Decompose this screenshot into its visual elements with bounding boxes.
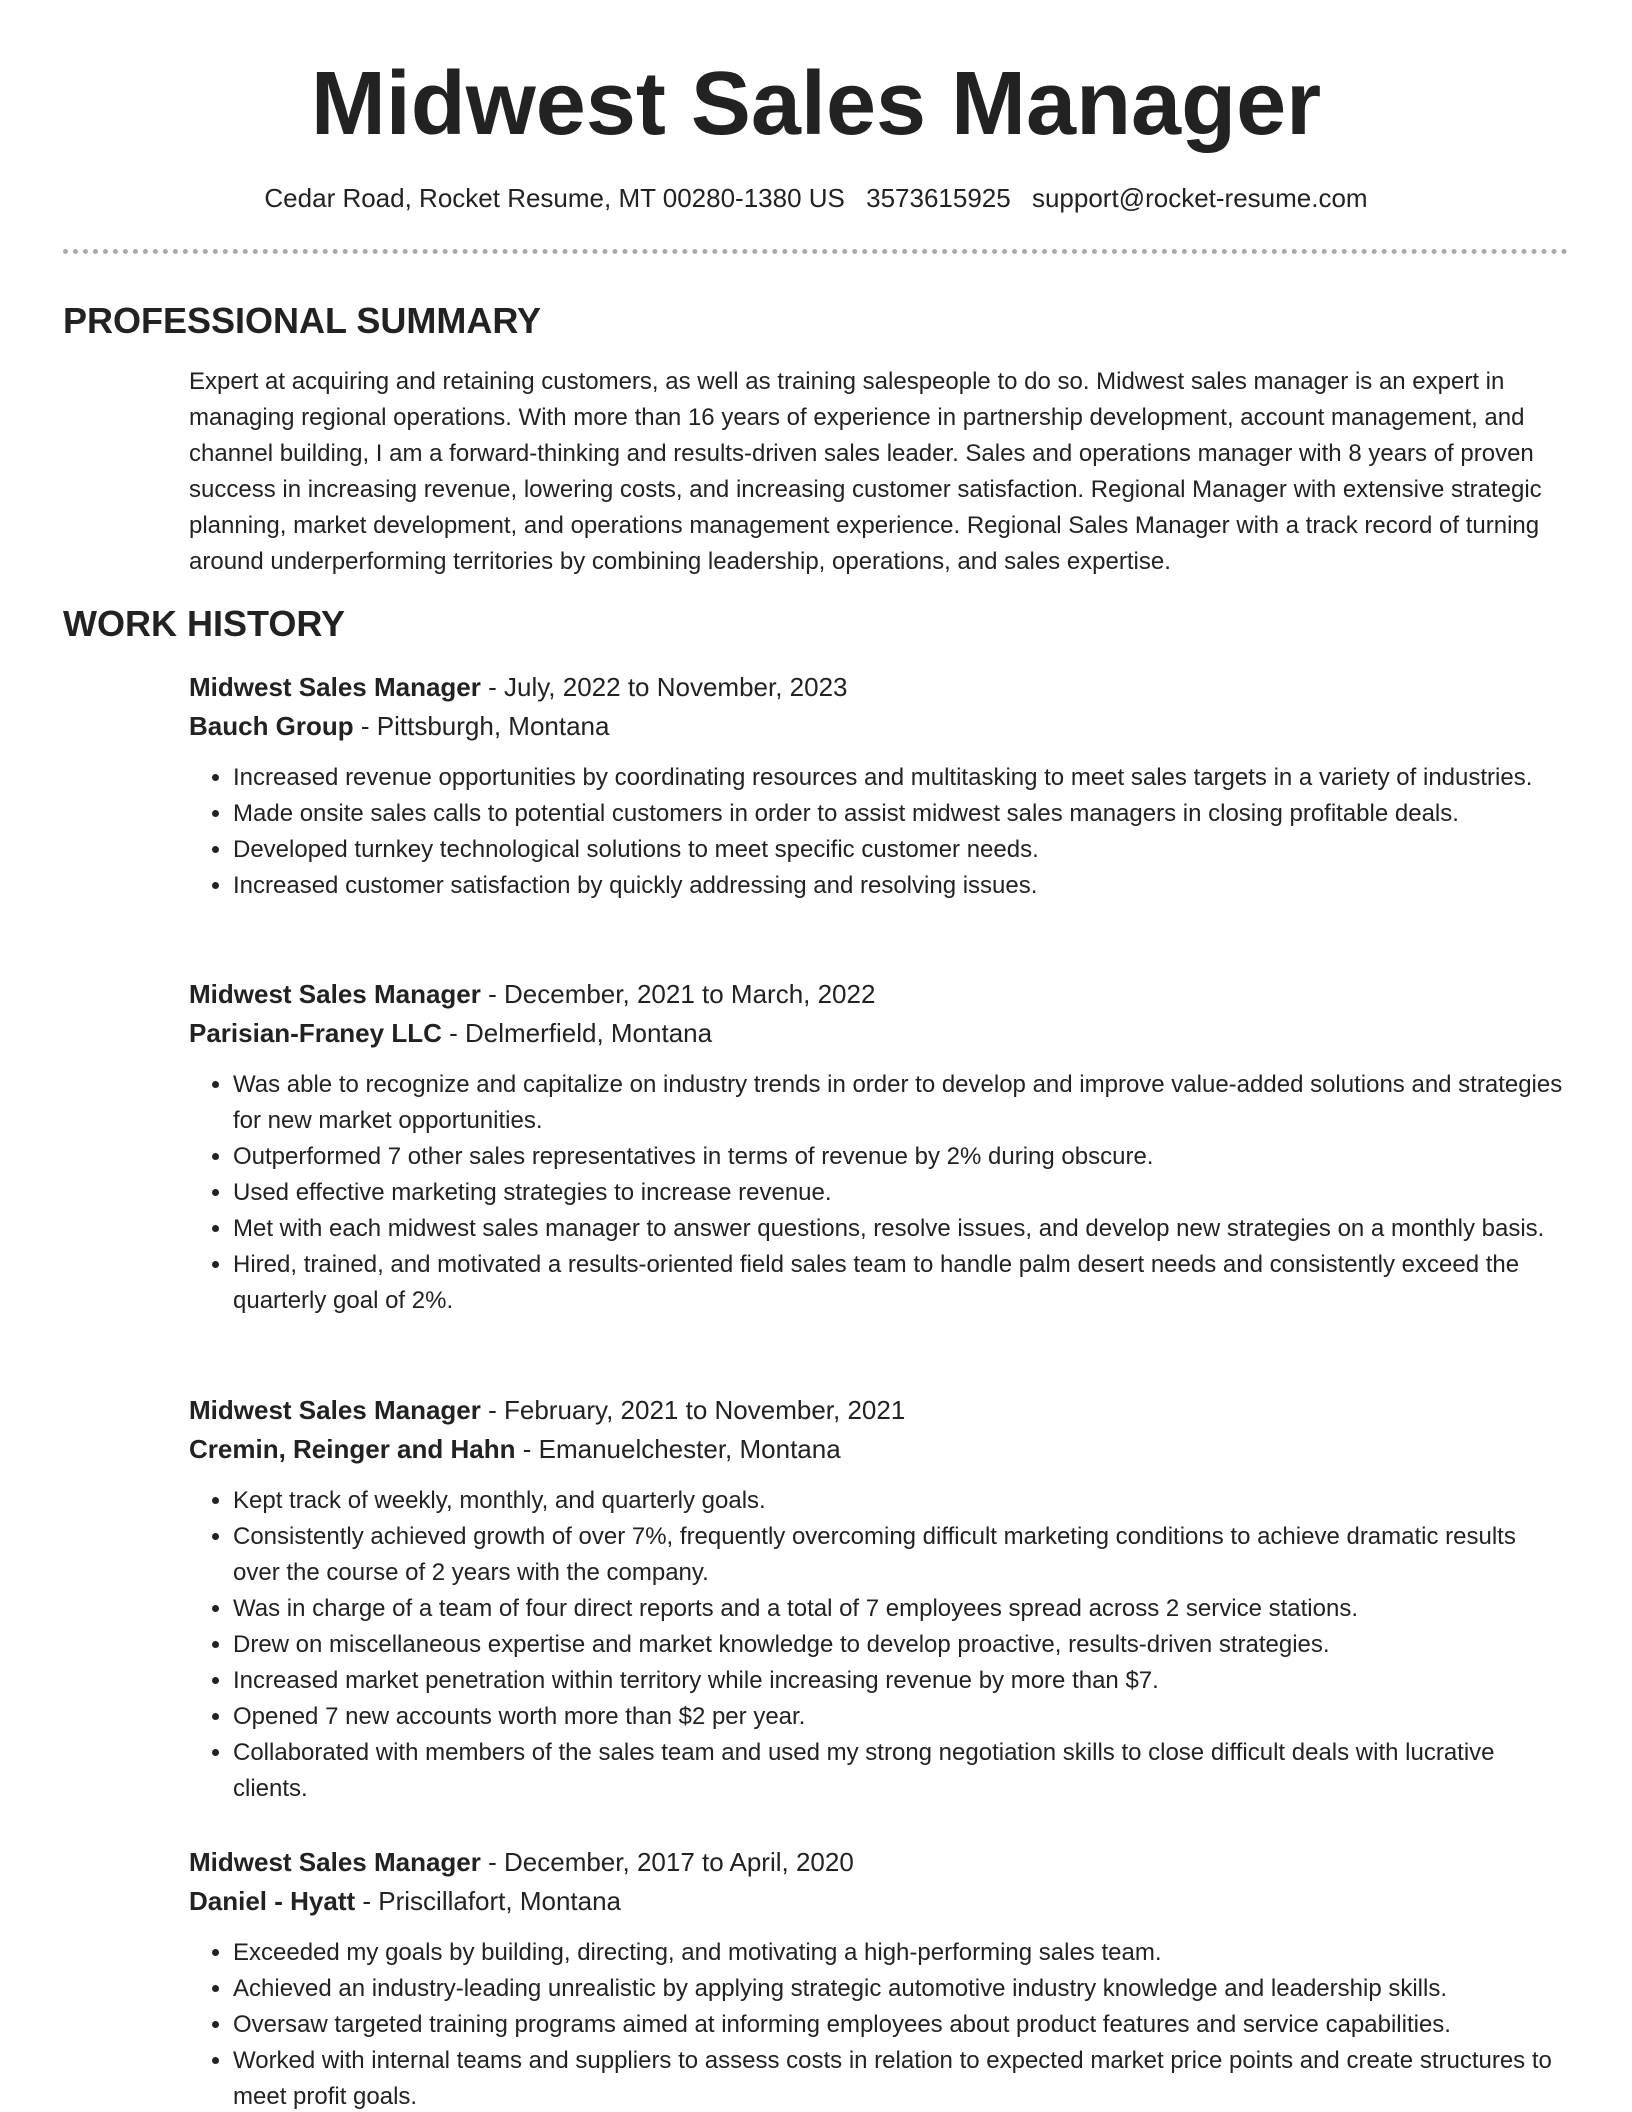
job-dates: - December, 2021 to March, 2022 [480,979,876,1009]
job-dates: - July, 2022 to November, 2023 [480,672,848,702]
contact-address: Cedar Road, Rocket Resume, MT 00280-1380 US [264,183,845,213]
job-company: Parisian-Franey LLC [189,1018,442,1048]
contact-phone: 3573615925 [866,183,1011,213]
job-bullet: • Increased customer satisfaction by quickly addressing and resolving issues. [233,868,1569,904]
job-bullet: • Increased revenue opportunities by coordinating resources and multitasking to meet sales targets in a variety of industries. [233,760,1569,796]
job-company-line [189,1014,1569,1053]
job-location: - Emanuelchester, Montana [515,1434,841,1464]
job-bullet-list [189,760,1569,904]
job-bullet: • Developed turnkey technological solutions to meet specific customer needs. [233,832,1569,868]
job-bullet: • Used effective marketing strategies to increase revenue. [233,1175,1569,1211]
job-location: - Priscillafort, Montana [355,1886,622,1916]
job-entry [189,975,1569,1319]
job-bullet-list [189,1935,1569,2112]
job-bullet: • Exceeded my goals by building, directing, and motivating a high-performing sales team. [233,1935,1569,1971]
job-entry [189,1843,1569,2112]
job-company-line [189,1430,1569,1469]
work-history-heading: WORK HISTORY [63,603,346,644]
resume-title: Midwest Sales Manager [310,54,1322,154]
job-bullet: • Achieved an industry-leading unrealistic by applying strategic automotive industry knowledge and leadership skills. [233,1971,1569,2007]
job-entry [189,668,1569,904]
job-title: Midwest Sales Manager [189,672,481,702]
job-title: Midwest Sales Manager [189,1395,481,1425]
job-dates: - February, 2021 to November, 2021 [480,1395,906,1425]
job-dates: - December, 2017 to April, 2020 [480,1847,854,1877]
contact-email: support@rocket-resume.com [1031,183,1368,213]
job-title: Midwest Sales Manager [189,979,481,1009]
job-bullet: • Worked with internal teams and suppliers to assess costs in relation to expected market price points and create structures to meet profit goals. [233,2043,1569,2112]
job-bullet: • Oversaw targeted training programs aimed at informing employees about product features and service capabilities. [233,2007,1569,2043]
job-bullet-list [189,1067,1569,1319]
job-bullet: • Outperformed 7 other sales representatives in terms of revenue by 2% during obscure. [233,1139,1569,1175]
job-title-line [189,668,1569,707]
job-title-line [189,1391,1569,1430]
summary-text: Expert at acquiring and retaining customers, as well as training salespeople to do so. Midwest sales manager is an expert in managing regional operations. With more than 16 years of experience in partnership development, account management, and channel building, I am a forward-thinking and results-driven sales leader. Sales and operations manager with 8 years of proven success in increasing revenue, lowering costs, and increasing customer satisfaction. Regional Manager with extensive strategic planning, market development, and operations management experience. Regional Sales Manager with a track record of turning around underperforming territories by combining leadership, operations, and sales expertise. [189,368,1542,575]
job-location: - Pittsburgh, Montana [353,711,610,741]
job-bullet: • Collaborated with members of the sales team and used my strong negotiation skills to close difficult deals with lucrative clients. [233,1735,1569,1807]
job-company-line [189,707,1569,746]
job-bullet: • Was able to recognize and capitalize on industry trends in order to develop and improve value-added solutions and strategies for new market opportunities. [233,1067,1569,1139]
job-company: Daniel - Hyatt [189,1886,356,1916]
job-bullet: • Consistently achieved growth of over 7%, frequently overcoming difficult marketing conditions to achieve dramatic results over the course of 2 years with the company. [233,1519,1569,1591]
job-title-line [189,1843,1569,1882]
job-bullet: • Met with each midwest sales manager to answer questions, resolve issues, and develop new strategies on a monthly basis. [233,1211,1569,1247]
job-bullet-list [189,1483,1569,1807]
job-bullet: • Increased market penetration within territory while increasing revenue by more than $7. [233,1663,1569,1699]
header-divider [63,249,1568,254]
job-title: Midwest Sales Manager [189,1847,481,1877]
job-entry [189,1391,1569,1807]
job-location: - Delmerfield, Montana [441,1018,713,1048]
job-company-line [189,1882,1569,1921]
job-bullet: • Opened 7 new accounts worth more than $2 per year. [233,1699,1569,1735]
job-bullet: • Made onsite sales calls to potential customers in order to assist midwest sales managers in closing profitable deals. [233,796,1569,832]
job-bullet: • Hired, trained, and motivated a results-oriented field sales team to handle palm desert needs and consistently exceed the quarterly goal of 2%. [233,1247,1569,1319]
summary-heading: PROFESSIONAL SUMMARY [63,300,542,341]
job-bullet: • Kept track of weekly, monthly, and quarterly goals. [233,1483,1569,1519]
job-bullet: • Drew on miscellaneous expertise and market knowledge to develop proactive, results-driven strategies. [233,1627,1569,1663]
job-title-line [189,975,1569,1014]
job-company: Bauch Group [189,711,354,741]
contact-line [0,178,1632,218]
job-bullet: • Was in charge of a team of four direct reports and a total of 7 employees spread across 2 service stations. [233,1591,1569,1627]
job-company: Cremin, Reinger and Hahn [189,1434,516,1464]
